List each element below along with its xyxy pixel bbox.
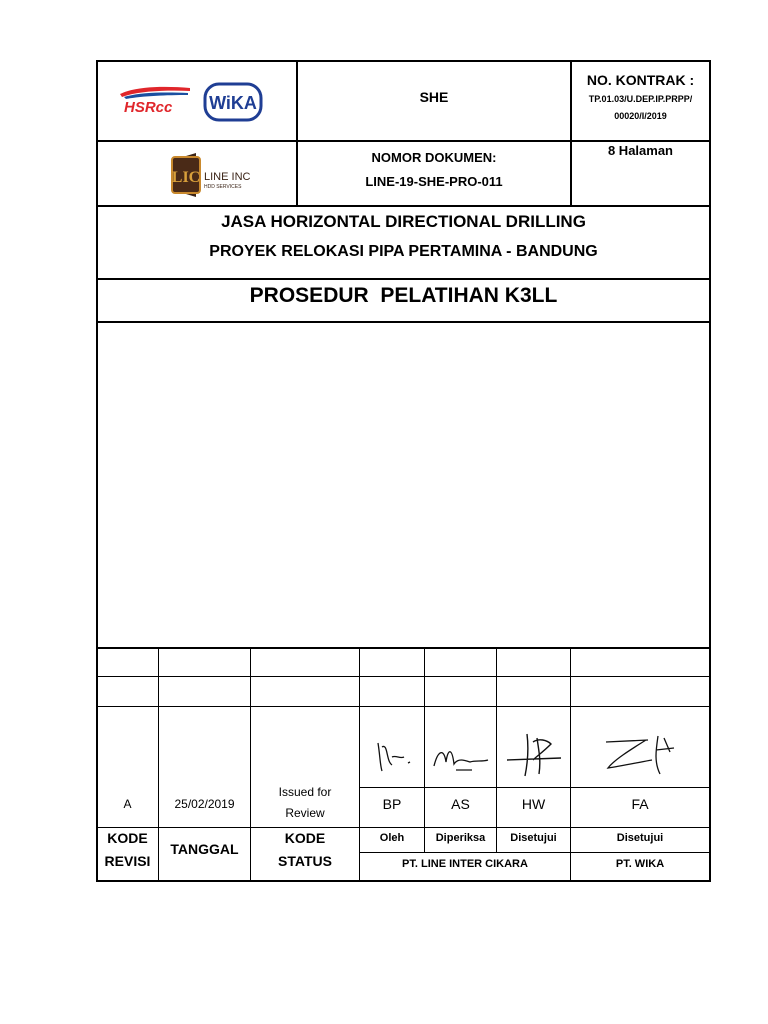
- project-line-2: PROYEK RELOKASI PIPA PERTAMINA - BANDUNG: [209, 243, 598, 260]
- nomor-dokumen-value: LINE-19-SHE-PRO-011: [365, 173, 503, 189]
- divider: [496, 647, 497, 853]
- company-wika: PT. WIKA: [615, 858, 665, 870]
- wika-logo: [203, 82, 263, 122]
- kode-status-label-2: STATUS: [278, 853, 332, 869]
- divider: [96, 205, 711, 207]
- revision-status-line2: Review: [285, 806, 325, 820]
- kode-status-label-1: KODE: [284, 830, 326, 846]
- oleh-label: Oleh: [379, 832, 405, 844]
- disetujui-label-1: Disetujui: [510, 832, 557, 844]
- hsrcc-logo: [116, 80, 194, 120]
- kode-revisi-label-1: KODE: [107, 830, 148, 846]
- svg-text:HSRcc: HSRcc: [124, 99, 173, 116]
- revision-tanggal: 25/02/2019: [174, 797, 235, 811]
- kontrak-value-line2: 00020/I/2019: [614, 111, 667, 121]
- signature-fa: [600, 730, 680, 780]
- revision-status-line1: Issued for: [278, 785, 332, 799]
- border-right: [709, 60, 711, 882]
- svg-text:HDD SERVICES: HDD SERVICES: [204, 184, 242, 190]
- svg-text:WiKA: WiKA: [209, 93, 257, 113]
- divider: [359, 787, 711, 788]
- revision-kode: A: [123, 797, 132, 811]
- revision-disetujui-1: HW: [521, 796, 546, 812]
- line-inc-logo: [170, 153, 266, 197]
- border-bottom: [96, 880, 711, 882]
- disetujui-label-2: Disetujui: [616, 832, 664, 844]
- revision-diperiksa: AS: [451, 796, 470, 812]
- divider: [424, 647, 425, 853]
- signature-bp: [370, 735, 414, 775]
- page-count: 8 Halaman: [607, 142, 674, 158]
- revision-disetujui-2: FA: [631, 796, 649, 812]
- tanggal-label: TANGGAL: [170, 841, 239, 857]
- signature-as: [430, 740, 492, 776]
- company-line-inter-cikara: PT. LINE INTER CIKARA: [402, 858, 528, 870]
- project-line-1: JASA HORIZONTAL DIRECTIONAL DRILLING: [221, 212, 586, 231]
- divider: [96, 676, 711, 677]
- diperiksa-label: Diperiksa: [435, 832, 486, 844]
- svg-text:LINE INC: LINE INC: [204, 171, 251, 183]
- border-left: [96, 60, 98, 882]
- revision-oleh: BP: [382, 796, 402, 812]
- signature-hw: [503, 730, 565, 780]
- divider: [96, 321, 711, 323]
- divider: [96, 647, 711, 649]
- nomor-dokumen-label: NOMOR DOKUMEN:: [371, 149, 497, 165]
- kontrak-value-line1: TP.01.03/U.DEP.IP.PRPP/: [588, 94, 693, 104]
- divider: [359, 852, 711, 853]
- kode-revisi-label-2: REVISI: [104, 853, 151, 869]
- divider: [96, 827, 711, 828]
- she-label: SHE: [419, 89, 449, 105]
- divider: [96, 706, 711, 707]
- document-title: PROSEDUR PELATIHAN K3LL: [249, 284, 558, 307]
- svg-text:LIC: LIC: [171, 169, 201, 186]
- kontrak-label: NO. KONTRAK :: [586, 72, 695, 88]
- divider: [96, 278, 711, 280]
